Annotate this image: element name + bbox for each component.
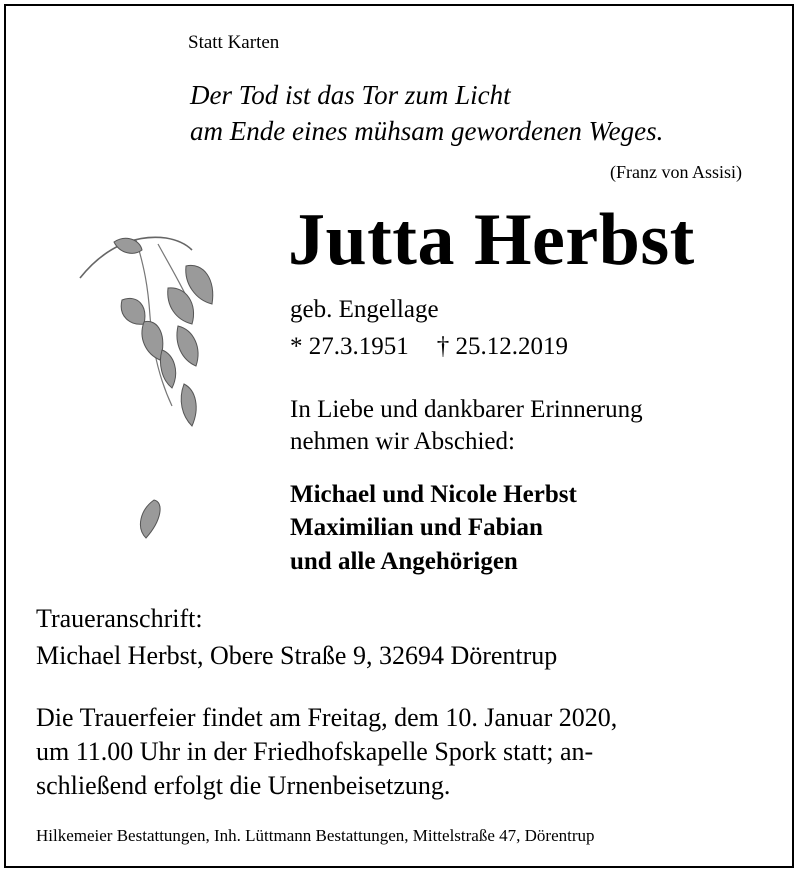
intro-line-1: In Liebe und dankbarer Erinnerung [290,396,643,423]
mourner-line: Maximilian und Fabian [290,514,543,541]
address: Michael Herbst, Obere Straße 9, 32694 Dörentrup [36,641,558,670]
deceased-name: Jutta Herbst [288,199,695,281]
intro-line-2: nehmen wir Abschied: [290,428,515,455]
mourner-line: Michael und Nicole Herbst [290,481,577,508]
death-date: † 25.12.2019 [436,333,568,360]
ceremony-line-1: Die Trauerfeier findet am Freitag, dem 10. Januar 2020, [36,703,618,732]
quote-source: (Franz von Assisi) [610,162,742,182]
address-label: Traueranschrift: [36,604,203,633]
life-dates [290,333,568,361]
funeral-home-footer: Hilkemeier Bestattungen, Inh. Lüttmann Bestattungen, Mittelstraße 47, Dörentrup [36,826,595,845]
quote-line-2: am Ende eines mühsam gewordenen Weges. [190,116,664,146]
birth-name: geb. Engellage [290,296,439,323]
birth-date: * 27.3.1951 [290,333,409,360]
birch-leaves-icon [74,226,234,566]
quote-line-1: Der Tod ist das Tor zum Licht [190,80,511,110]
ceremony-line-2: um 11.00 Uhr in der Friedhofskapelle Spork statt; an- [36,737,594,766]
notice-header: Statt Karten [188,32,280,53]
ceremony-line-3: schließend erfolgt die Urnenbeisetzung. [36,771,451,800]
mourner-line: und alle Angehörigen [290,548,518,575]
